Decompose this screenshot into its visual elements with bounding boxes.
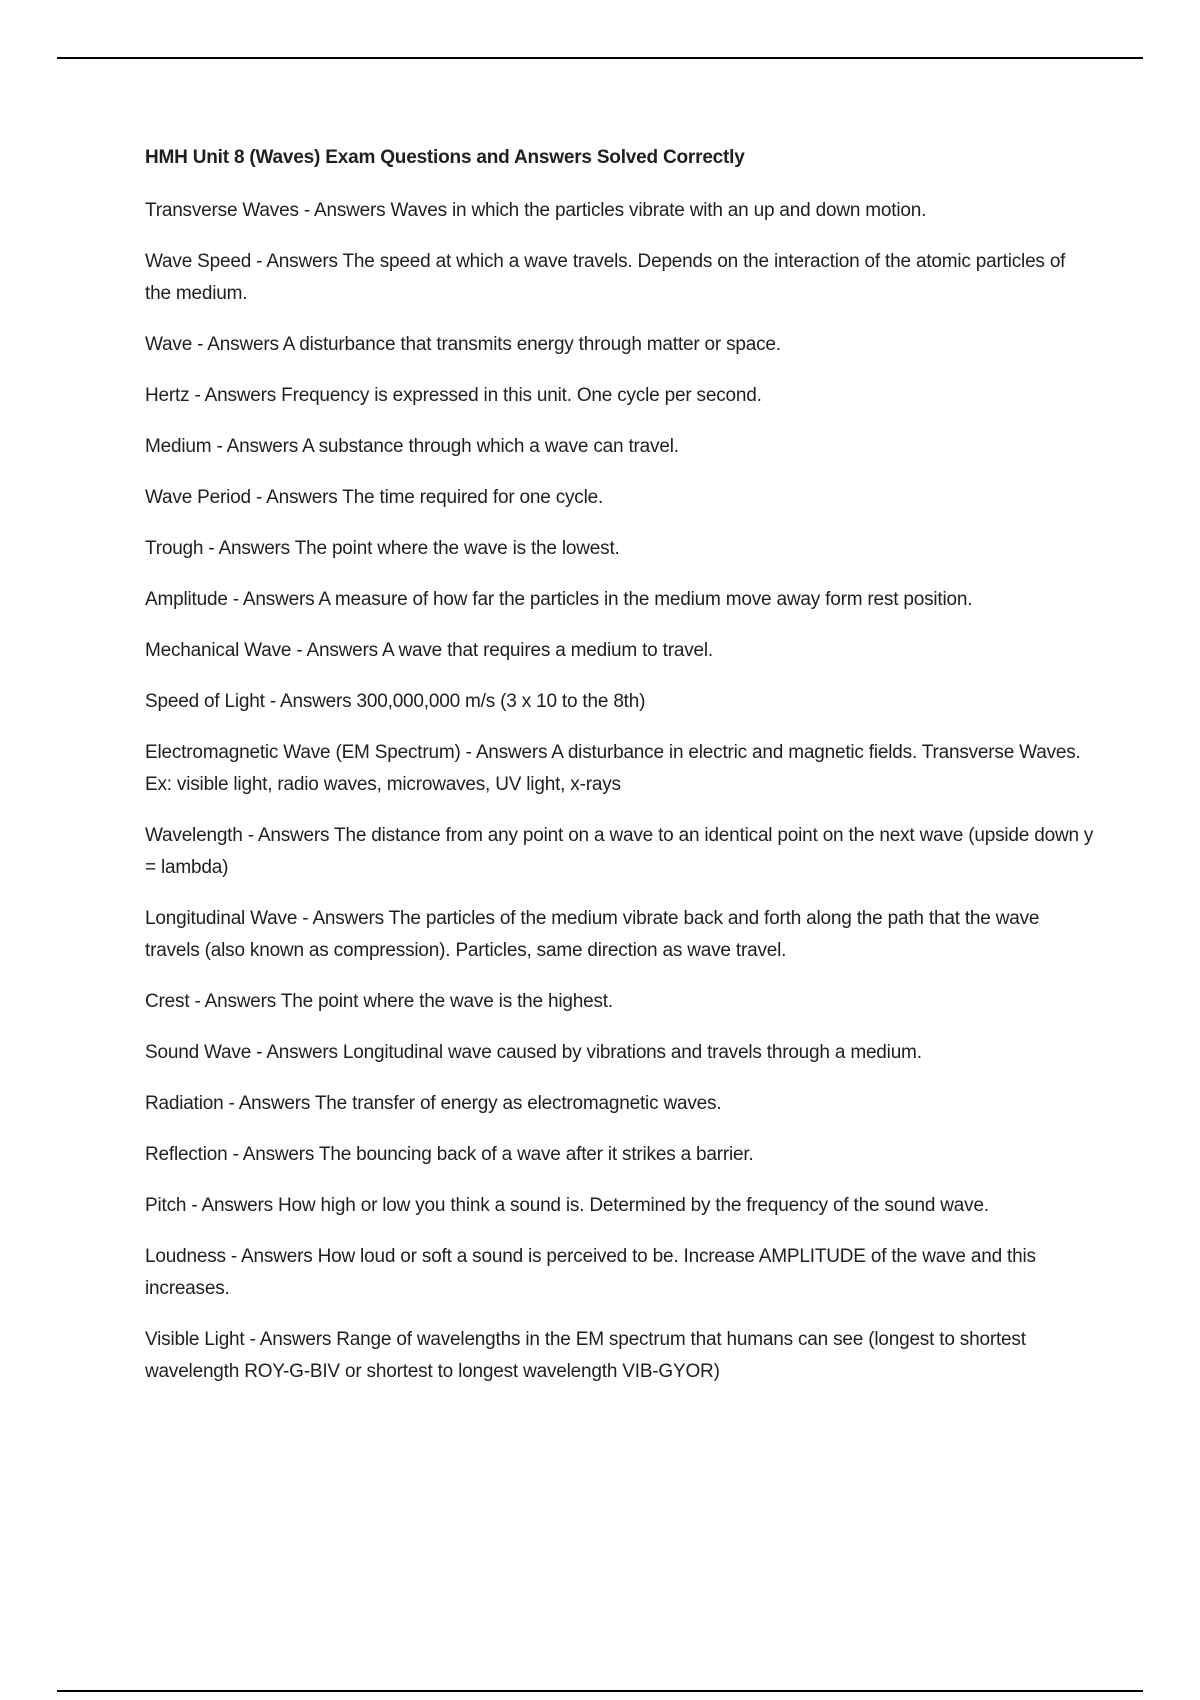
entry-wave-speed: Wave Speed - Answers The speed at which a wave travels. Depends on the interaction of the atomic particles of the medium. (145, 251, 1066, 304)
document-body (145, 146, 1095, 1407)
entry-transverse-waves: Transverse Waves - Answers Waves in which the particles vibrate with an up and down motion. (145, 200, 927, 221)
entry-wave: Wave - Answers A disturbance that transmits energy through matter or space. (145, 334, 781, 355)
entry-medium: Medium - Answers A substance through which a wave can travel. (145, 436, 679, 457)
document-title: HMH Unit 8 (Waves) Exam Questions and Answers Solved Correctly (145, 147, 745, 168)
entry-loudness: Loudness - Answers How loud or soft a sound is perceived to be. Increase AMPLITUDE of the wave and this increases. (145, 1246, 1036, 1299)
entry-hertz: Hertz - Answers Frequency is expressed in this unit. One cycle per second. (145, 385, 762, 406)
entry-wave-period: Wave Period - Answers The time required for one cycle. (145, 487, 604, 508)
entry-reflection: Reflection - Answers The bouncing back of a wave after it strikes a barrier. (145, 1144, 754, 1165)
entry-speed-of-light: Speed of Light - Answers 300,000,000 m/s (3 x 10 to the 8th) (145, 691, 646, 712)
entry-radiation: Radiation - Answers The transfer of energy as electromagnetic waves. (145, 1093, 722, 1114)
header-rule (57, 57, 1143, 59)
entry-sound-wave: Sound Wave - Answers Longitudinal wave caused by vibrations and travels through a medium. (145, 1042, 922, 1063)
entry-pitch: Pitch - Answers How high or low you think a sound is. Determined by the frequency of the sound wave. (145, 1195, 989, 1216)
entry-mechanical-wave: Mechanical Wave - Answers A wave that requires a medium to travel. (145, 640, 713, 661)
footer-rule (57, 1690, 1143, 1692)
entry-wavelength: Wavelength - Answers The distance from any point on a wave to an identical point on the next wave (upside down y = lambda) (145, 825, 1094, 878)
entry-crest: Crest - Answers The point where the wave is the highest. (145, 991, 613, 1012)
entry-electromagnetic-wave: Electromagnetic Wave (EM Spectrum) - Answers A disturbance in electric and magnetic fields. Transverse Waves. Ex: visible light, radio waves, microwaves, UV light, x-rays (145, 742, 1081, 795)
entry-amplitude: Amplitude - Answers A measure of how far the particles in the medium move away form rest position. (145, 589, 973, 610)
entry-trough: Trough - Answers The point where the wave is the lowest. (145, 538, 620, 559)
entry-visible-light: Visible Light - Answers Range of wavelengths in the EM spectrum that humans can see (longest to shortest wavelength ROY-G-BIV or shortest to longest wavelength VIB-GYOR) (145, 1329, 1026, 1382)
entry-longitudinal-wave: Longitudinal Wave - Answers The particles of the medium vibrate back and forth along the path that the wave travels (also known as compression). Particles, same direction as wave travel. (145, 908, 1040, 961)
